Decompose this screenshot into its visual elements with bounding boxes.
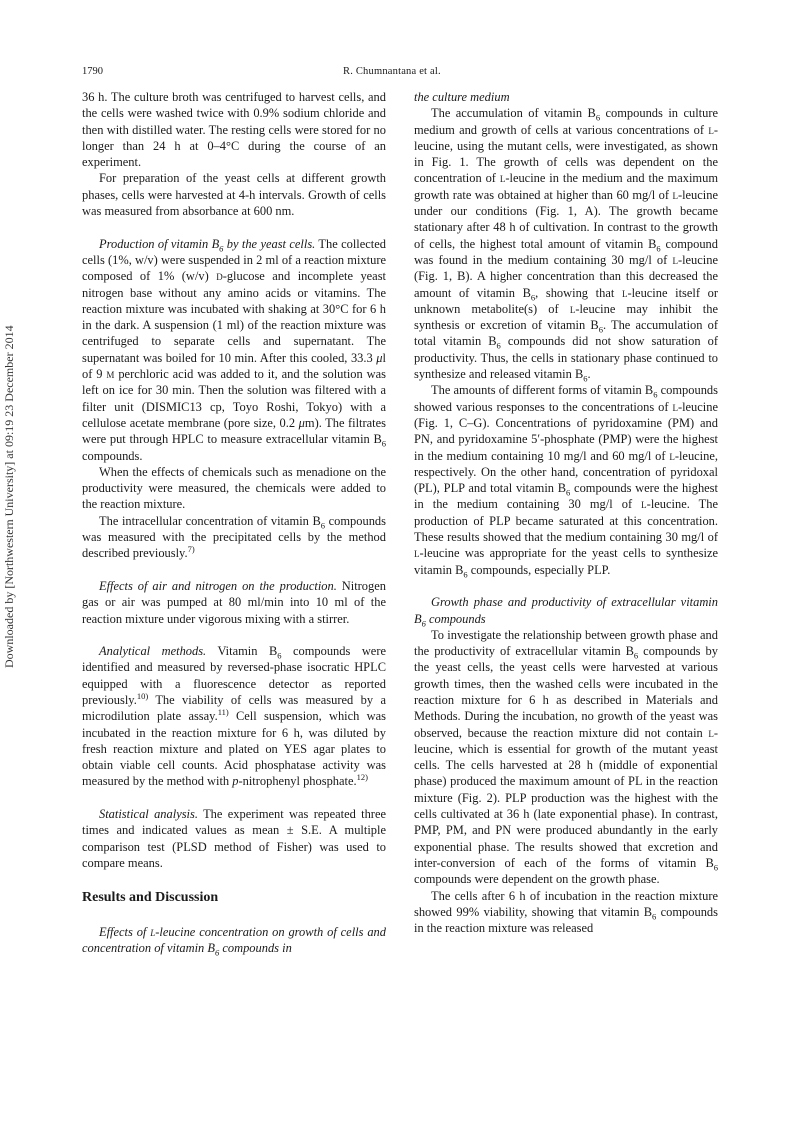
- section-heading: Results and Discussion: [82, 889, 219, 905]
- paragraph-statistics: Statistical analysis. The experiment was repeated three times and indicated values as mean ± S.E. A multiple comparison test (PLSD method of Fisher) was used to compare means.: [82, 807, 386, 870]
- paragraph: The cells after 6 h of incubation in the reaction mixture showed 99% viability, showing that vitamin $B_6$ compounds in the reaction mixture was released: [414, 888, 718, 936]
- paragraph: When the effects of chemicals such as menadione on the productivity were measured, the chemicals were added to the reaction mixture.: [82, 464, 386, 512]
- paragraph: The intracellular concentration of vitamin $B_6$ compounds was measured with the precipitated cells by the method described previously.$^{7)}$: [82, 513, 386, 561]
- run-in-heading: Statistical analysis.: [99, 807, 198, 822]
- subsection-heading: Growth phase and productivity of extracellular vitamin $B_6$ compounds: [414, 595, 718, 628]
- paragraph-air-nitrogen: Effects of air and nitrogen on the production. Nitrogen gas or air was pumped at 80 ml/min into 10 ml of the reaction mixture under vigorous mixing with a stirrer.: [82, 578, 386, 626]
- paragraph: To investigate the relationship between growth phase and the productivity of extracellular vitamin $B_6$ compounds by the yeast cells, the yeast cells were harvested at various growth times, then the washed cells were incubated in the reaction mixture for 6 h as described in Materials and Methods. During the incubation, no growth of the yeast was observed, because the reaction mixture did not contain l-leucine, which is essential for growth of the mutant yeast cells. The cells harvested at 28 h (middle of exponential phase) produced the maximum amount of PL in the reaction mixture (Fig. 2). PLP production was the highest with the cells cultivated at 36 h (late exponential phase). In contrast, PMP, PM, and PN were produced abundantly in the early exponential phase. The results showed that excretion and inter-conversion of each of the forms of vitamin $B_6$ compounds were dependent on the growth phase.: [414, 627, 718, 887]
- running-head: R. Chumnantana et al.: [343, 66, 441, 77]
- paragraph-analytical: Analytical methods. Vitamin $B_6$ compounds were identified and measured by reversed-phase isocratic HPLC equipped with a fluorescence detector as reported previously.$^{10)}$ The viability of cells was measured by a microdilution plate assay.$^{11)}$ Cell suspension, which was incubated in the reaction mixture for 6 h, was diluted by fresh reaction mixture and plated on YES agar plates to obtain viable cell counts. Acid phosphatase activity was measured by the method with p-nitrophenyl phosphate.$^{12)}$: [82, 644, 386, 789]
- run-in-heading: Effects of air and nitrogen on the production.: [99, 578, 337, 593]
- download-notice: Downloaded by [Northwestern University] at 09:19 23 December 2014: [2, 325, 16, 668]
- paragraph: The accumulation of vitamin $B_6$ compounds in culture medium and growth of cells at various concentrations of l-leucine, using the mutant cells, were investigated, as shown in Fig. 1. The growth of cells was dependent on the concentration of l-leucine in the medium and the maximum growth rate was obtained at higher than 60 mg/l of l-leucine under our conditions (Fig. 1, A). The growth became stationary after 48 h of cultivation. In contrast to the growth of cells, the highest total amount of vitamin $B_6$ compound was found in the medium containing 30 mg/l of l-leucine (Fig. 1, B). A higher concentration than this decreased the amount of vitamin $B_6$, showing that l-leucine itself or unknown metabolite(s) of l-leucine may inhibit the synthesis or excretion of vitamin $B_6$. The accumulation of total vitamin $B_6$ compounds did not show saturation of productivity. Thus, the cells in stationary phase continued to synthesize and released vitamin $B_6$.: [414, 106, 719, 384]
- paragraph: The amounts of different forms of vitamin $B_6$ compounds showed various responses to the concentrations of l-leucine (Fig. 1, C–G). Concentrations of pyridoxamine (PM) and PN, and pyridoxamine 5′-phosphate (PMP) were the highest in the medium containing 10 mg/l and 60 mg/l of l-leucine, respectively. On the other hand, concentration of pyridoxal (PL), PLP and total vitamin $B_6$ compounds were the highest in the medium containing 30 mg/l of l-leucine. The production of PLP became saturated at this concentration. These results showed that the medium containing 30 mg/l of l-leucine was appropriate for the yeast cells to synthesize vitamin $B_6$ compounds, especially PLP.: [414, 383, 719, 580]
- paragraph-production: Production of vitamin $B_6$ by the yeast cells. The collected cells (1%, w/v) were suspended in 2 ml of a reaction mixture composed of 1% (w/v) d-glucose and incomplete yeast nitrogen base without any amino acids or vitamins. The reaction mixture was incubated with shaking at 30°C for 6 h in the dark. A suspension (1 ml) of the reaction mixture was centrifuged to separate cells and supernatant. The supernatant was boiled for 10 min. After this cooled, 33.3 μl of 9 m perchloric acid was added to it, and the solution was left on ice for 30 min. Then the solution was filtered with a filter unit (DISMIC13 cp, Toyo Roshi, Tokyo) with a cellulose acetate membrane (pore size, 0.2 μm). The filtrates were put through HPLC to measure extracellular vitamin $B_6$ compounds.: [82, 236, 386, 463]
- run-in-heading: Production of vitamin $B_6$ by the yeast cells.: [99, 236, 316, 254]
- subsection-heading-cont: the culture medium: [414, 90, 510, 104]
- run-in-heading: Analytical methods.: [99, 644, 207, 659]
- page-number: 1790: [82, 66, 103, 77]
- paragraph: For preparation of the yeast cells at different growth phases, cells were harvested at 4-h intervals. Growth of cells was measured from absorbance at 600 nm.: [82, 171, 386, 219]
- paragraph: 36 h. The culture broth was centrifuged to harvest cells, and the cells were washed twice with 0.9% sodium chloride and then with distilled water. The resting cells were stored for no longer than 24 h at 0–4°C during the course of an experiment.: [82, 90, 386, 170]
- subsection-heading: Effects of l-leucine concentration on growth of cells and concentration of vitamin $B_6$ compounds in: [82, 924, 386, 958]
- right-column: [414, 89, 718, 936]
- left-column: [82, 89, 386, 956]
